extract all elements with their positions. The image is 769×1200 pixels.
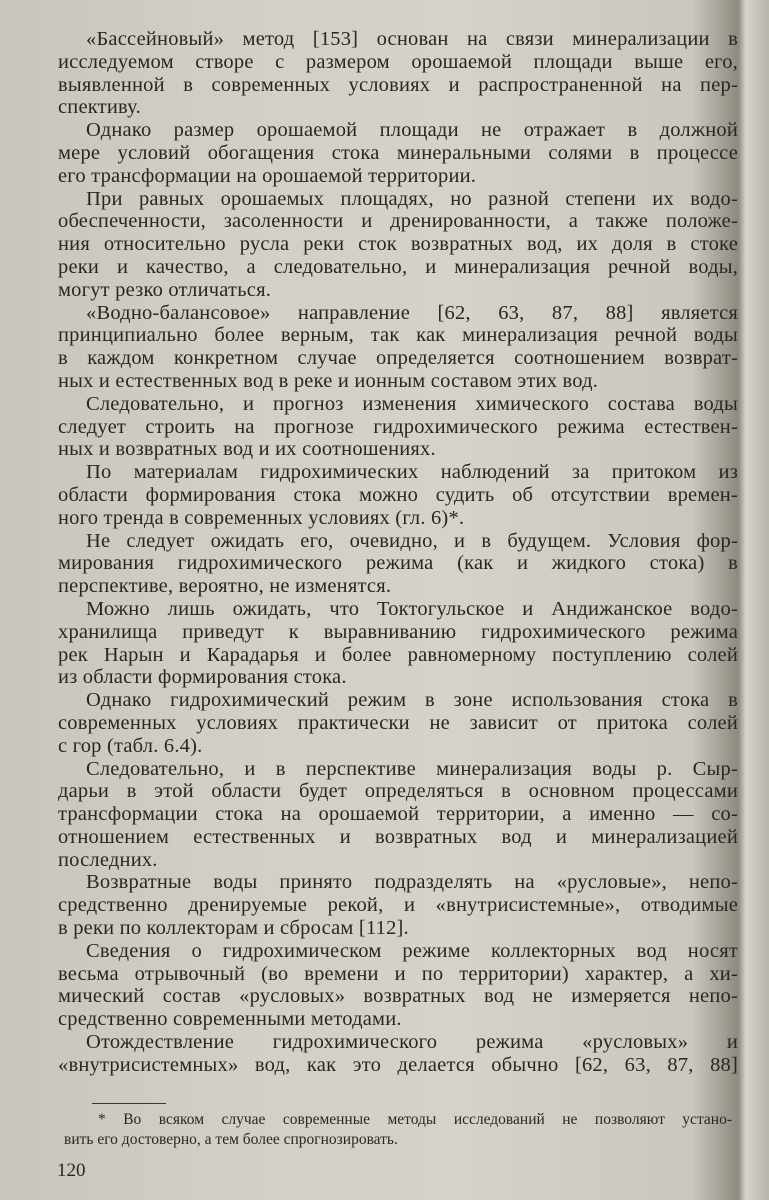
text-line: Однако гидрохимический режим в зоне использования стока в bbox=[86, 689, 738, 712]
text-line: его трансформации на орошаемой территории. bbox=[58, 164, 477, 187]
paragraph bbox=[58, 28, 738, 119]
text-line: в каждом конкретном случае определяется соотношением возврат- bbox=[58, 347, 738, 370]
text-line: Отождествление гидрохимического режима «русловых» и bbox=[86, 1031, 738, 1054]
text-line: средственно современными методами. bbox=[58, 1008, 402, 1031]
text-line: современных условиях практически не зависит от притока солей bbox=[58, 711, 738, 734]
text-line: Не следует ожидать его, очевидно, и в будущем. Условия фор- bbox=[86, 529, 738, 552]
text-line: из области формирования стока. bbox=[58, 666, 347, 689]
text-line: Следовательно, и прогноз изменения химического состава воды bbox=[86, 392, 738, 415]
paragraph bbox=[58, 758, 738, 872]
text-line: «внутрисистемных» вод, как это делается обычно [62, 63, 87, 88] bbox=[58, 1053, 738, 1076]
text-line: мический состав «русловых» возвратных вод не измеряется непо- bbox=[58, 985, 738, 1008]
paragraph bbox=[58, 530, 738, 598]
text-line: могут резко отличаться. bbox=[58, 278, 272, 301]
text-line: спективу. bbox=[58, 96, 141, 119]
footnote-divider bbox=[92, 1103, 166, 1104]
text-line: Возвратные воды принято подразделять на «русловые», непо- bbox=[86, 871, 738, 894]
paragraph bbox=[58, 119, 738, 187]
text-line: По материалам гидрохимических наблюдений за притоком из bbox=[86, 461, 738, 484]
text-line: исследуемом створе с размером орошаемой площади выше его, bbox=[58, 50, 738, 73]
text-line: Однако размер орошаемой площади не отражает в должной bbox=[86, 119, 738, 142]
paragraph bbox=[58, 188, 738, 302]
text-line: перспективе, вероятно, не изменятся. bbox=[58, 575, 392, 598]
text-line: области формирования стока можно судить об отсутствии времен- bbox=[58, 483, 738, 506]
text-line: рек Нарын и Карадарья и более равномерному поступлению солей bbox=[58, 643, 738, 666]
text-line: хранилища приведут к выравниванию гидрохимического режима bbox=[58, 620, 738, 643]
text-line: весьма отрывочный (во времени и по территории) характер, а хи- bbox=[58, 962, 738, 985]
text-line: «Бассейновый» метод [153] основан на связи минерализации в bbox=[86, 28, 738, 50]
paragraph bbox=[58, 302, 738, 393]
text-line: последних. bbox=[58, 848, 158, 871]
page-number: 120 bbox=[57, 1160, 86, 1181]
text-line: Можно лишь ожидать, что Токтогульское и Андижанское водо- bbox=[86, 597, 738, 620]
text-line: с гор (табл. 6.4). bbox=[58, 734, 203, 757]
footnote-line: * Во всяком случае современные методы исследований не позволяют устано- bbox=[98, 1111, 732, 1128]
paragraph bbox=[58, 1031, 738, 1077]
text-line: мере условий обогащения стока минеральными солями в процессе bbox=[58, 141, 738, 164]
text-line: обеспеченности, засоленности и дренированности, а также положе- bbox=[58, 210, 738, 233]
text-line: выявленной в современных условиях и распространенной на пер- bbox=[58, 73, 738, 96]
text-line: ных и естественных вод в реке и ионным составом этих вод. bbox=[58, 369, 599, 392]
text-line: следует строить на прогнозе гидрохимического режима естествен- bbox=[58, 415, 738, 438]
text-line: Следовательно, и в перспективе минерализация воды р. Сыр- bbox=[86, 757, 738, 780]
text-line: При равных орошаемых площадях, но разной степени их водо- bbox=[86, 187, 738, 210]
paragraph bbox=[58, 598, 738, 689]
paragraph bbox=[58, 871, 738, 939]
text-line: трансформации стока на орошаемой территории, а именно — со- bbox=[58, 803, 738, 826]
text-line: средственно дренируемые рекой, и «внутрисистемные», отводимые bbox=[58, 894, 738, 917]
text-line: ных и возвратных вод и их соотношениях. bbox=[58, 438, 436, 461]
text-line: ного тренда в современных условиях (гл. 6)*. bbox=[58, 506, 465, 529]
paragraph bbox=[58, 393, 738, 461]
text-line: в реки по коллекторам и сбросам [112]. bbox=[58, 917, 409, 940]
paragraph bbox=[58, 689, 738, 757]
text-line: ния относительно русла реки сток возвратных вод, их доля в стоке bbox=[58, 233, 738, 256]
paragraph bbox=[58, 940, 738, 1031]
paragraph bbox=[58, 461, 738, 529]
body-text bbox=[58, 28, 738, 1077]
text-line: реки и качество, а следовательно, и минерализация речной воды, bbox=[58, 255, 738, 278]
text-line: «Водно-балансовое» направление [62, 63, 87, 88] является bbox=[86, 301, 738, 324]
footnote bbox=[64, 1110, 732, 1150]
text-line: принципиально более верным, так как минерализация речной воды bbox=[58, 324, 738, 347]
text-line: дарьи в этой области будет определяться в основном процессами bbox=[58, 780, 738, 803]
text-line: Сведения о гидрохимическом режиме коллекторных вод носят bbox=[86, 939, 738, 962]
text-line: отношением естественных и возвратных вод и минерализацией bbox=[58, 825, 738, 848]
text-line: мирования гидрохимического режима (как и жидкого стока) в bbox=[58, 552, 738, 575]
footnote-line: вить его достоверно, а тем более спрогнозировать. bbox=[64, 1131, 398, 1148]
